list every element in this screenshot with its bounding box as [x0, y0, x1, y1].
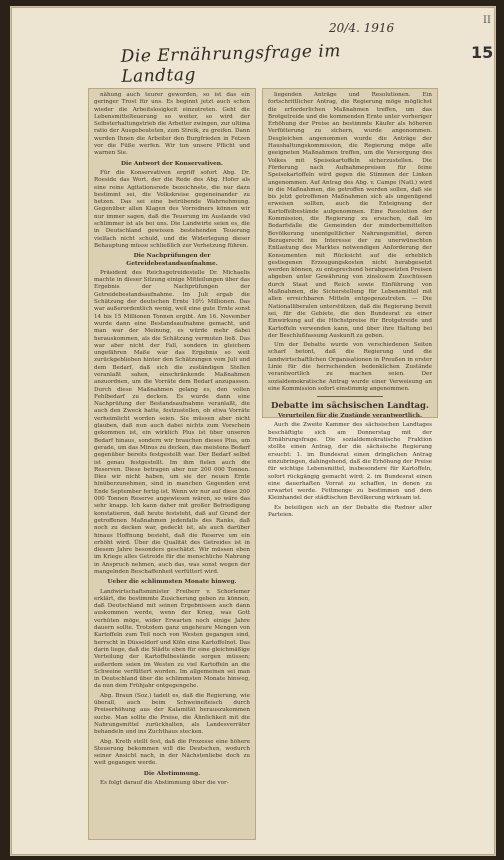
- section-heading: Die Antwort der Konservativen.: [120, 160, 224, 167]
- corner-mark: II: [483, 15, 491, 26]
- article-paragraph: Präsident des Reichsgetreidestelle Dr. Michaelis machte in dieser Sitzung einige Mitteilungen über das Ergebnis der Nachprüfungen der Getreidebestandsaufnahme. Im Juli ergab die Schätzung der deutschen Ernte 10½ Millionen. Das war außerordentlich wenig, weil eine gute Ernte sonst 14 bis 15 Millionen Tonnen ergibt. Am 16. November wurde dann eine Bestandsaufnahme gemacht, und man war der Meinung, es würde mehr dabei herauskommen, als die Schätzung vermuten ließ. Das war aber nicht der Fall, sondern in gleichem ungefähren Maße war das Ergebnis so weit zurückgeblieben hinter den Schätzungen vom Juli und dem Bedarf, daß sich die zuständigen Stellen veranlaßt sahen, einschränkende Maßnahmen anzuordnen, um die Vorräte dem Bedarf anzupassen. Durch diese Maßnahmen gelang es, den vollen Fehlbedarf zu decken. Es wurde dann eine Nachprüfung der Bestandsaufnahme veranlaßt, die auch den Zweck hatte, festzustellen, ob etwa Vorräte verheimlicht worden seien. Sie müssen aber nicht glauben, daß nun auch dabei nichts zum Vorschein gekommen ist, ein wirklich Plus ist über unseren Bedarf hinaus, sondern wir brauchen dieses Plus, um gerade, um das Minus zu decken, das meistens Bedarf gegenüber bereits festgestellt war. Der Bedarf selbst ist genau festgestellt. Im ihm fielen auch die Reserven. Diese betragen aber nur 200 000 Tonnen. Dies wir nicht haben, um sie der neuen Ernte hinüberzunehmen, sind in manchen Gegenden erst Ende September fertig ist. Wenn wir nur auf diese 200 000 Tonnen Reserve angewiesen wären, so wäre das sehr knapp. Ich kann daher mit großer Befriedigung konstatieren, daß heute feststeht, daß auf Grund der getroffenen Maßnahmen jedenfalls des Ranks, daß noch zu decken war, gedeckt ist, als auch darüber hinaus Hoffnung besteht, daß die Reserve um ein erhöht wird. Über die Qualität des Getreides ist in diesem Jahre besonders geschätzt. Wir müssen eben im Kriege alles Getreide für die menschliche Nahrung in Anspruch nehmen, auch das, was sonst wegen der mangelnden Beschaffenheit verfüttert wird.: [94, 269, 250, 575]
- article-paragraph: Auch die Zweite Kammer des sächsischen Landtages beschäftigte sich am Donnerstag mit der Ernährungsfrage. Die sozialdemokratische Fraktion stellte einen Antrag, der die sächsische Regierung ersucht: 1. im Bundesrat einen dringlichen Antrag einzubringen, dahingehend, daß die Erhöhung der Preise für wichtige Lebensmittel, insbesondere für Kartoffeln, sofort rückgängig gemacht wird; 2. im Bundesrat einen eine dauerhaften Vorrat zu schaffen, in denen zu erwartet werde. Fettmenge zu bestimmen und dem Kleinhandel der städtischen Bevölkerung wirksam ist.: [268, 422, 432, 502]
- article-headline: Debatte im sächsischen Landtag.: [271, 401, 429, 412]
- handwritten-date: 20/4. 1916: [329, 21, 395, 35]
- divider: [317, 396, 383, 397]
- article-paragraph: nähung auch teurer geworden, so ist das ein geringer Trost für uns. Es beginnt jetzt auch schon wieder die Arbeitslosigkeit einzutreten. Geht die Lebensmittelteuerung so weiter, so wird der Selbsterhaltungstrieb die Arbeiter zwingen, zur ultima ratio der Ausgebeuteten, zum Streik, zu greifen. Dann werden Ihnen die Arbeiter den Burgfrieden in Fetzen vor die Füße werfen. Wir tun unsere Pflicht und warnen Sie.: [94, 92, 250, 157]
- article-paragraph: Es beteiligen sich an der Debatte die Redner aller Parteien.: [268, 504, 432, 519]
- newspaper-clipping-right: [262, 88, 438, 519]
- article-subheadline: Verurteilen für die Zustände verantwortlich.: [277, 413, 423, 420]
- article-paragraph: Landwirtschaftsminister Freiherr v. Schorlemer erklärt, die bestimmte Zusicherung geben zu können, daß Deutschland mit seinen Ergebnissen auch dann auskommen werde, wenn der Krieg, was Gott verhüten möge, wider Erwarten noch einige Jahre dauern sollte. Trotzdem ganz ungeheure Mengen von Kartoffeln zum Teil noch von Westen gegangen sind, herrscht in Düsseldorf und Köln eine Kartoffelnot. Das darin liege, daß die Städte eben für eine gleichmäßige Verteilung der Kartoffelbestände sorgen müssen; außerdem seien im Westen zu viel Kartoffeln an die Schweine verfüttert worden. Im allgemeinen sei man in Deutschland über die schlimmsten Monate hinweg, da nun dem Frühjahr entgegengehe.: [94, 588, 250, 690]
- handwritten-title: Die Ernährungsfrage im Landtag: [120, 41, 342, 87]
- article-paragraph: Abg. Braun (Soz.) tadelt es, daß die Regierung, wie überall, auch beim Schweinefleisch durch Preiserhöhung aus der Kalamität herauszukommen suche. Man sollte die Preise, die Ähnlichkeit mit die Nahrungsmittel zurückhalten, als Landesverräter behandeln und ins Zuchthaus stecken.: [94, 692, 250, 736]
- article-paragraph: Es folgt darauf die Abstimmung über die vor-: [100, 780, 229, 787]
- section-heading: Ueber die schlimmsten Monate hinweg.: [107, 579, 237, 586]
- newspaper-clipping-left: [88, 88, 256, 840]
- article-paragraph: Für die Konservativen ergriff sofort Abg. Dr. Roeside das Wort, der die Rede des Abg. Hofer als eine reine Agitationsrede bezeichnete, die nur dazu bestimmt sei, die Volkskreise gegeneinander zu hetzen. Das sei eine betrübende Wahrnehmung. Gegenüber allen Klagen des Vorredners können wir nur immer sagen, daß die Teuerung im Auslande viel schlimmer ist als bei uns. Die Landwirte seien es, die in Deutschland gewissen bestehenden Teuerung vielfach nicht schuld, und die Widerlegung dieser Behauptung müsse schließlich zur Verhetzung führen.: [94, 169, 250, 249]
- section-heading: Die Abstimmung.: [143, 770, 201, 777]
- article-paragraph: liegenden Anträge und Resolutionen. Ein fortschrittlicher Antrag, die Regierung möge möglichst die erforderlichen Maßnahmen treffen, um das Brotgetreide und die kommenden Ernte unter vorheriger Erhöhung der Preise an bestimmte Käufer als höheren Verfütterung zu sichern, wurde angenommen. Desgleichen angenommen wurde die Anträge der Haushaltungskommission, die Regierung möge alle geeigneten Maßnahmen treffen, um die Versorgung des Volkes mit Speisekartoffeln sicherzustellen. Die Förderung nach Aufnahmepreisen für feine Speisekartoffeln wird gegen die Stimmen der Linken angenommen. Auf Antrag des Abg. v. Campe (Natl.) wird in die Maßnahmen, die getroffen werden sollen, daß sie bis jetzt getroffenen Maßnahmen sich als ungenügend erweisen sollten, auch die Enteignung der Kartoffelbestände aufgenommen. Eine Resolution der Kommission, die Regierung zu ersuchen, daß im Bedarfsfalle die Gemeinden der minderbemittelten Bevölkerung unentgeltlicher Nahrungsmittel, deren Bezugsrecht im Interesse der zu unerwünschten Entlastung des Marktes notwendigen Anforderung der Konsumenten mit Rücksicht auf die erheblich gestiegenen Erzeugungskosten nicht herabgesetzt werden können, zu entsprechend herabgesetzten Preisen abgeben unter Gewährung von zinslosem Zuschüssen durch Staat und Reich sowie Einführung von Maßnahmen, die Sicherstellung für Lebensmittel mit allen erreichbaren Mitteln entgegenzutreten. — Die Nationalliberalen unterstützen, daß die Regierung bereit sei, für die Gebiete, die den Bundesrat zu einer Einwirkung auf die Höchstpreise für Brotgetreide und Kartoffeln verwenden kann, und über ihre Haltung bei der Beschlußfassung Auskunft zu geben.: [268, 92, 432, 339]
- article-paragraph: Abg. Kreth stellt fest, daß die Prozesse eine höhere Steuerung bekommen will die Deutschen, wodurch seiner Ansicht nach, in der Nächstenliebe doch zu weit gegangen werde.: [94, 738, 250, 767]
- article-paragraph: Um der Debatte wurde von verschiedenen Seiten scharf betont, daß die Regierung und die landwirtschaftlichen Organisationen in Preußen in erster Linie für die herrschenden bedenklichen Zustände verantwortlich zu machen seien. Der sozialdemokratische Antrag wurde einer Verweisung an eine Kommission sofort einstimmig angenommen.: [268, 342, 432, 392]
- page-number: 15: [471, 43, 494, 62]
- section-heading: Die Nachprüfungen der Getreidebestandsaufnahme.: [126, 253, 218, 267]
